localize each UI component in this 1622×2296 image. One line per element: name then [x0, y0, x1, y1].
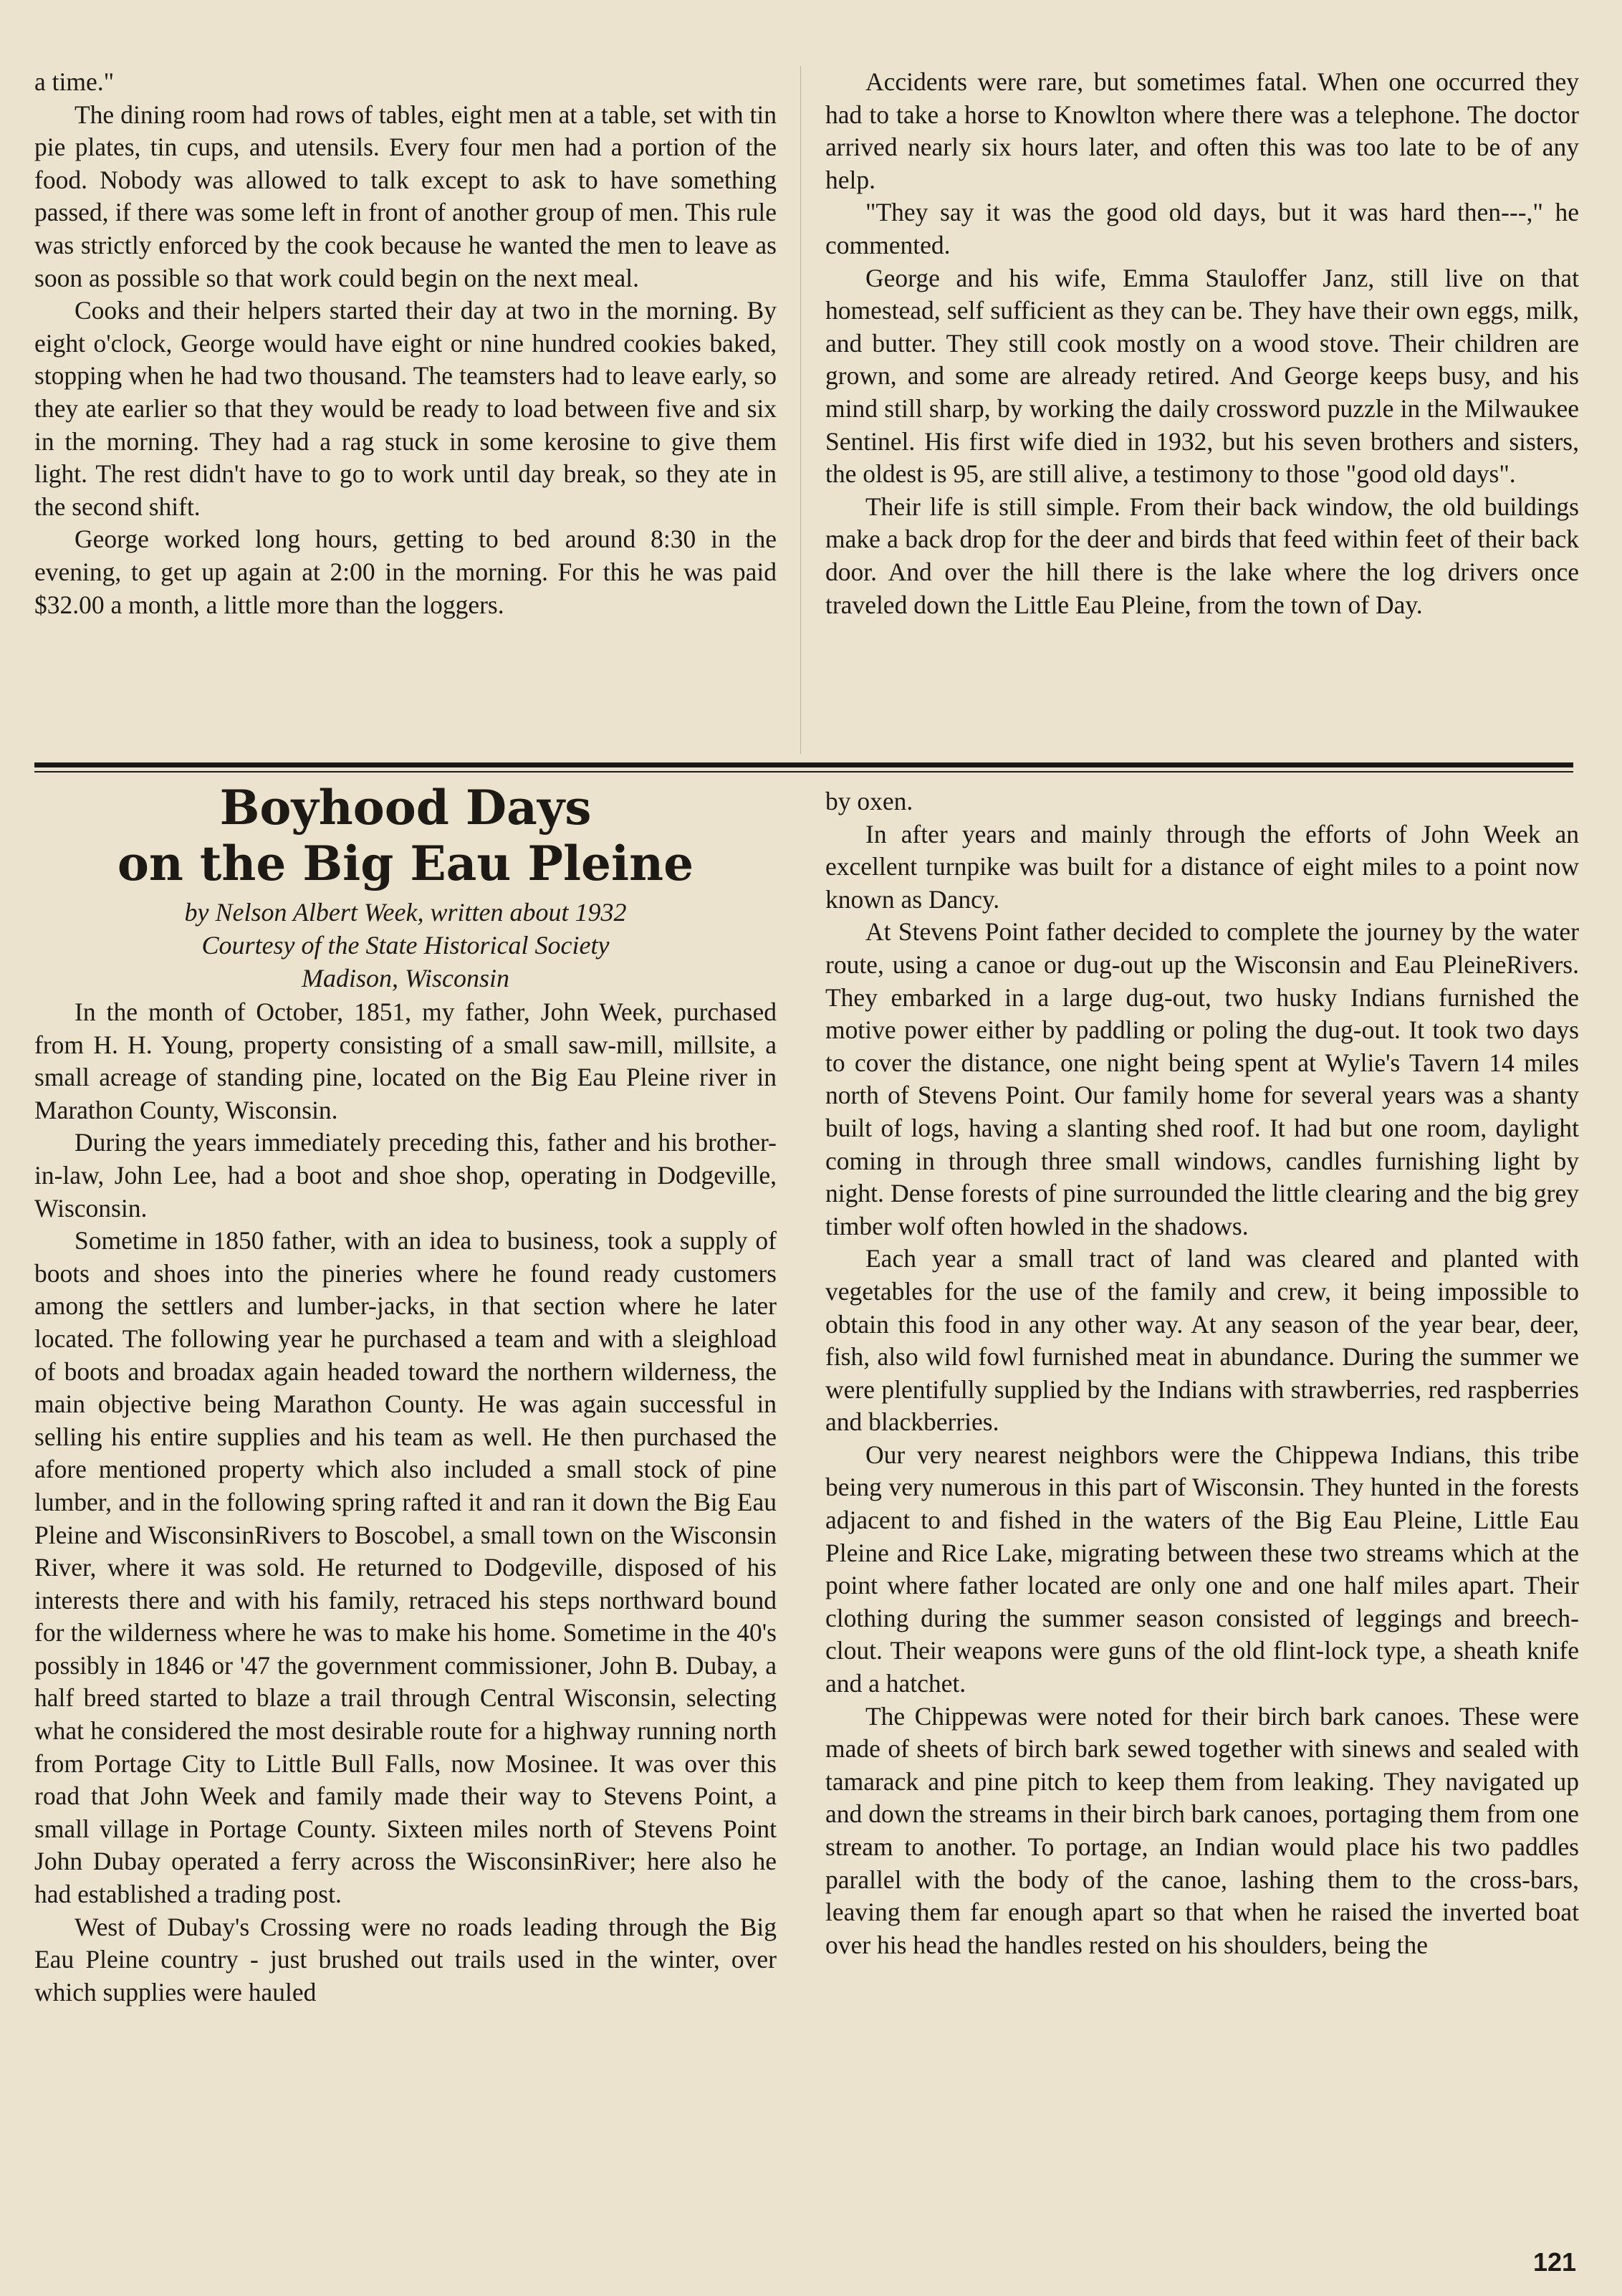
paragraph: At Stevens Point father decided to complete the journey by the water route, using a canoe or dug-out up the Wisconsin and Eau PleineRivers. They embarked in a large dug-out, two husky Indians furnished the motive power either by paddling or poling the dug-out. It took two days to cover the distance, one night being spent at Wylie's Tavern 14 miles north of Stevens Point. Our family home for several years was a shanty built of logs, having a slanting shed roof. It had but one room, daylight coming in through three small windows, candles furnishing light by night. Dense forests of pine surrounded the little clearing and the big grey timber wolf often howled in the shadows.	[825, 917, 1579, 1240]
section-divider-thin	[34, 771, 1573, 772]
byline-courtesy: Courtesy of the State Historical Society	[201, 931, 610, 960]
paragraph: George worked long hours, getting to bed around 8:30 in the evening, to get up again at 2:00 in the morning. For this he was paid $32.00 a month, a little more than the loggers.	[34, 525, 777, 619]
paragraph: Sometime in 1850 father, with an idea to business, took a supply of boots and shoes into the pineries where he found ready customers among the settlers and lumber-jacks, in that section where he later located. The following year he purchased a team and with a sleighload of boots and broadax again headed toward the northern wilderness, the main objective being Marathon County. He was again successful in selling his entire supplies and his team as well. He then purchased the afore mentioned property which also included a small stock of pine lumber, and in the following spring rafted it and ran it down the Big Eau Pleine and WisconsinRivers to Boscobel, a small town on the Wisconsin River, where it was sold. He returned to Dodgeville, disposed of his interests there and with his family, retraced his steps northward bound for the wilderness where he was to make his home. Sometime in the 40's possibly in 1846 or '47 the government commissioner, John B. Dubay, a half breed started to blaze a trail through Central Wisconsin, selecting what he considered the most desirable route for a highway running north from Portage City to Little Bull Falls, now Mosinee. It was over this road that John Week and family made their way to Stevens Point, a small village in Portage County. Sixteen miles north of Stevens Point John Dubay operated a ferry across the WisconsinRiver; here also he had established a trading post.	[34, 1226, 777, 1909]
paragraph: The dining room had rows of tables, eight men at a table, set with tin pie plates, tin cups, and utensils. Every four men had a portion of the food. Nobody was allowed to talk except to ask to have something passed, if there was some left in front of another group of men. This rule was strictly enforced by the cook because he wanted the men to leave as soon as possible so that work could begin on the next meal.	[34, 100, 777, 292]
paragraph: West of Dubay's Crossing were no roads leading through the Big Eau Pleine country - just brushed out trails used in the winter, over which supplies were hauled	[34, 1912, 777, 2006]
paragraph: Each year a small tract of land was cleared and planted with vegetables for the use of the family and crew, it being impossible to obtain this food in any other way. At any season of the year bear, deer, fish, also wild fowl furnished meat in abundance. During the summer we were plentifully supplied by the Indians with strawberries, red raspberries and blackberries.	[825, 1244, 1579, 1437]
paragraph: a time."	[34, 67, 115, 96]
title-line-1: Boyhood Days	[219, 780, 592, 836]
title-line-2: on the Big Eau Pleine	[117, 836, 694, 891]
paragraph: by oxen.	[825, 787, 913, 815]
article-right-column	[825, 785, 1579, 1961]
top-right-column	[825, 66, 1579, 621]
paragraph: Accidents were rare, but sometimes fatal. When one occurred they had to take a horse to Knowlton where there was a telephone. The doctor arrived nearly six hours later, and often this was too late to be of any help.	[825, 67, 1579, 194]
paragraph: Our very nearest neighbors were the Chippewa Indians, this tribe being very numerous in this part of Wisconsin. They hunted in the forests adjacent to and fished in the waters of the Big Eau Pleine, Little Eau Pleine and Rice Lake, migrating between these two streams which at the point where father located are only one and one half miles apart. Their clothing during the summer season consisted of leggings and breech-clout. Their weapons were guns of the old flint-lock type, a sheath knife and a hatchet.	[825, 1440, 1579, 1698]
top-left-column	[34, 66, 777, 621]
paragraph: During the years immediately preceding this, father and his brother-in-law, John Lee, had a boot and shoe shop, operating in Dodgeville, Wisconsin.	[34, 1128, 777, 1223]
article-byline	[34, 896, 777, 995]
paragraph: In the month of October, 1851, my father, John Week, purchased from H. H. Young, property consisting of a small saw-mill, millsite, a small acreage of standing pine, located on the Big Eau Pleine river in Marathon County, Wisconsin.	[34, 998, 777, 1124]
byline-location: Madison, Wisconsin	[301, 964, 509, 992]
paragraph: George and his wife, Emma Stauloffer Janz, still live on that homestead, self sufficient as they can be. They have their own eggs, milk, and butter. They still cook mostly on a wood stove. Their children are grown, and some are already retired. And George keeps busy, and his mind still sharp, by working the daily crossword puzzle in the Milwaukee Sentinel. His first wife died in 1932, but his seven brothers and sisters, the oldest is 95, are still alive, a testimony to those "good old days".	[825, 263, 1579, 489]
paragraph: "They say it was the good old days, but it was hard then---," he commented.	[825, 198, 1579, 259]
article-title	[34, 780, 777, 891]
paragraph: In after years and mainly through the efforts of John Week an excellent turnpike was built for a distance of eight miles to a point now known as Dancy.	[825, 819, 1579, 914]
column-gutter	[800, 66, 801, 754]
section-divider-thick	[34, 762, 1573, 767]
byline-author: by Nelson Albert Week, written about 1932	[184, 898, 627, 927]
article-left-column	[34, 996, 777, 2009]
article-header	[34, 780, 777, 995]
paragraph: Their life is still simple. From their back window, the old buildings make a back drop for the deer and birds that feed within feet of their back door. And over the hill there is the lake where the log drivers once traveled down the Little Eau Pleine, from the town of Day.	[825, 492, 1579, 619]
page-number: 121	[1533, 2247, 1577, 2277]
paragraph: The Chippewas were noted for their birch bark canoes. These were made of sheets of birch bark sewed together with sinews and sealed with tamarack and pine pitch to keep them from leaking. They navigated up and down the streams in their birch bark canoes, portaging them from one stream to another. To portage, an Indian would place his two paddles parallel with the body of the canoe, lashing them to the cross-bars, leaving them far enough apart so that when he raised the inverted boat over his head the handles rested on his shoulders, being the	[825, 1701, 1579, 1959]
paragraph: Cooks and their helpers started their day at two in the morning. By eight o'clock, George would have eight or nine hundred cookies baked, stopping when he had two thousand. The teamsters had to leave early, so they ate earlier so that they would be ready to load between five and six in the morning. They had a rag stuck in some kerosine to give them light. The rest didn't have to go to work until day break, so they ate in the second shift.	[34, 296, 777, 521]
